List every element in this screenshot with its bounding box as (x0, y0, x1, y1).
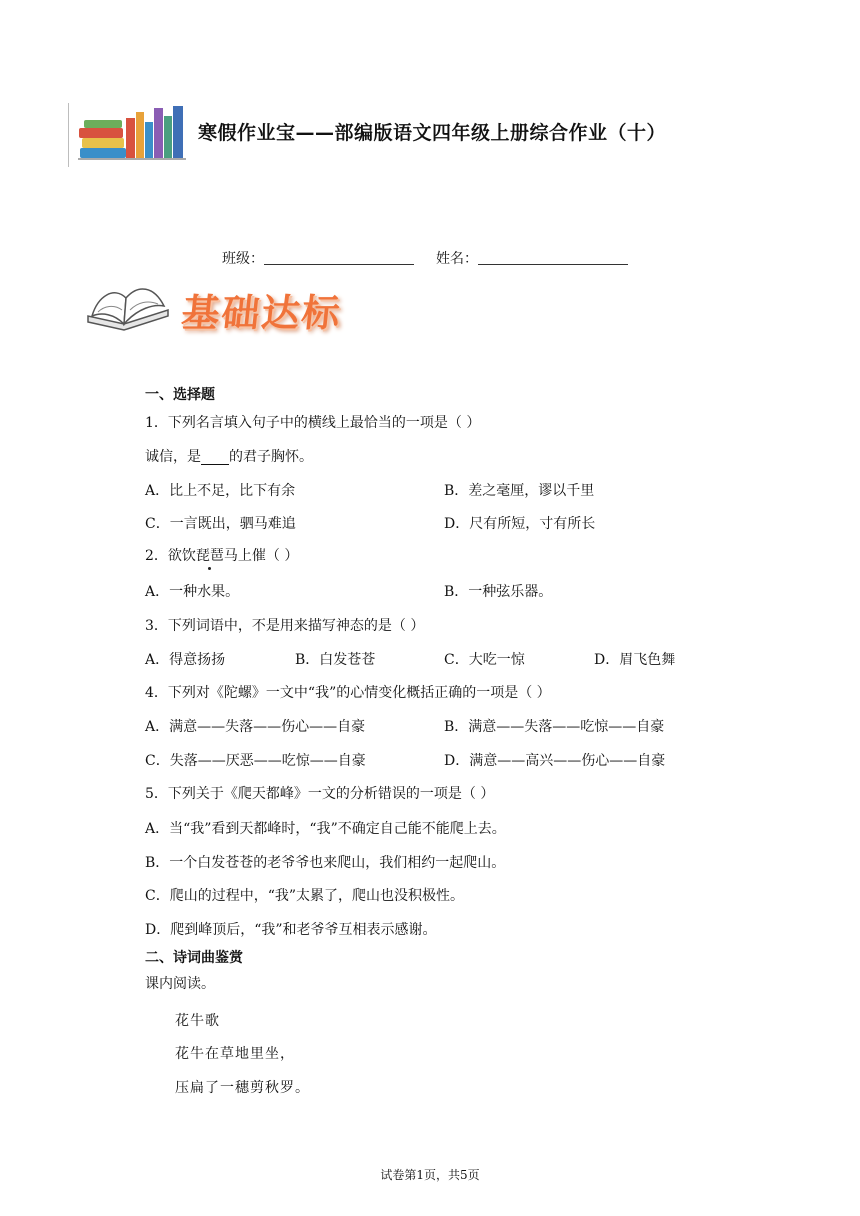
page-footer: 试卷第1页，共5页 (380, 1168, 480, 1182)
q1-sentence (145, 446, 313, 466)
student-info-row (222, 248, 628, 268)
q2-stem-pre: 2．欲饮 (145, 548, 196, 564)
poem-title: 花牛歌 (175, 1013, 220, 1029)
q1-stem: 1．下列名言填入句子中的横线上最恰当的一项是（ ） (145, 415, 481, 431)
page-title: 寒假作业宝——部编版语文四年级上册综合作业（十） (198, 122, 667, 144)
q2-option-a[interactable]: A．一种水果。 (145, 584, 240, 600)
name-label: 姓名： (436, 251, 478, 267)
reading-intro: 课内阅读。 (145, 976, 215, 992)
q2-stem-post: 马上催（ ） (223, 548, 299, 564)
q1-option-d[interactable]: D．尺有所短，寸有所长 (444, 516, 596, 532)
q3-option-d[interactable]: D．眉飞色舞 (594, 652, 676, 668)
q4-option-d[interactable]: D．满意——高兴——伤心——自豪 (444, 753, 666, 769)
q1-sentence-post: 的君子胸怀。 (229, 449, 313, 465)
books-stack-icon (78, 104, 188, 160)
q1-sentence-pre: 诚信，是 (145, 449, 201, 465)
section-banner: 基础达标 (179, 291, 344, 335)
q3-options (0, 649, 860, 669)
q2-option-b[interactable]: B．一种弦乐器。 (444, 584, 553, 600)
class-blank[interactable] (264, 250, 414, 265)
q4-stem: 4．下列对《陀螺》一文中“我”的心情变化概括正确的一项是（ ） (145, 685, 551, 701)
section-2-title: 二、诗词曲鉴赏 (145, 950, 243, 966)
q3-stem: 3．下列词语中，不是用来描写神态的是（ ） (145, 618, 425, 634)
q2-dotted-word: 琵琶 (195, 548, 224, 564)
q3-option-c[interactable]: C．大吃一惊 (444, 652, 525, 668)
section-1-title: 一、选择题 (145, 387, 215, 403)
q3-option-b[interactable]: B．白发苍苍 (295, 652, 376, 668)
q2-stem (145, 545, 298, 565)
q1-option-c[interactable]: C．一言既出，驷马难追 (145, 516, 296, 532)
open-book-icon (84, 276, 172, 336)
q4-option-c[interactable]: C．失落——厌恶——吃惊——自豪 (145, 753, 366, 769)
q3-option-a[interactable]: A．得意扬扬 (145, 652, 226, 668)
class-label: 班级： (222, 251, 264, 267)
q5-option-c[interactable]: C．爬山的过程中，“我”太累了，爬山也没积极性。 (145, 888, 465, 904)
poem-line-2: 压扁了一穗剪秋罗。 (175, 1080, 310, 1096)
poem-line-1: 花牛在草地里坐， (175, 1046, 295, 1062)
q5-option-b[interactable]: B．一个白发苍苍的老爷爷也来爬山，我们相约一起爬山。 (145, 855, 506, 871)
q5-stem: 5．下列关于《爬天都峰》一文的分析错误的一项是（ ） (145, 786, 495, 802)
q5-option-a[interactable]: A．当“我”看到天都峰时，“我”不确定自己能不能爬上去。 (145, 821, 506, 837)
q1-sentence-blank[interactable] (201, 450, 229, 465)
name-blank[interactable] (478, 250, 628, 265)
q1-option-a[interactable]: A．比上不足，比下有余 (145, 483, 296, 499)
q4-option-b[interactable]: B．满意——失落——吃惊——自豪 (444, 719, 665, 735)
q4-option-a[interactable]: A．满意——失落——伤心——自豪 (145, 719, 366, 735)
q5-option-d[interactable]: D．爬到峰顶后，“我”和老爷爷互相表示感谢。 (145, 922, 437, 938)
q1-option-b[interactable]: B．差之毫厘，谬以千里 (444, 483, 595, 499)
header-divider (68, 103, 69, 167)
